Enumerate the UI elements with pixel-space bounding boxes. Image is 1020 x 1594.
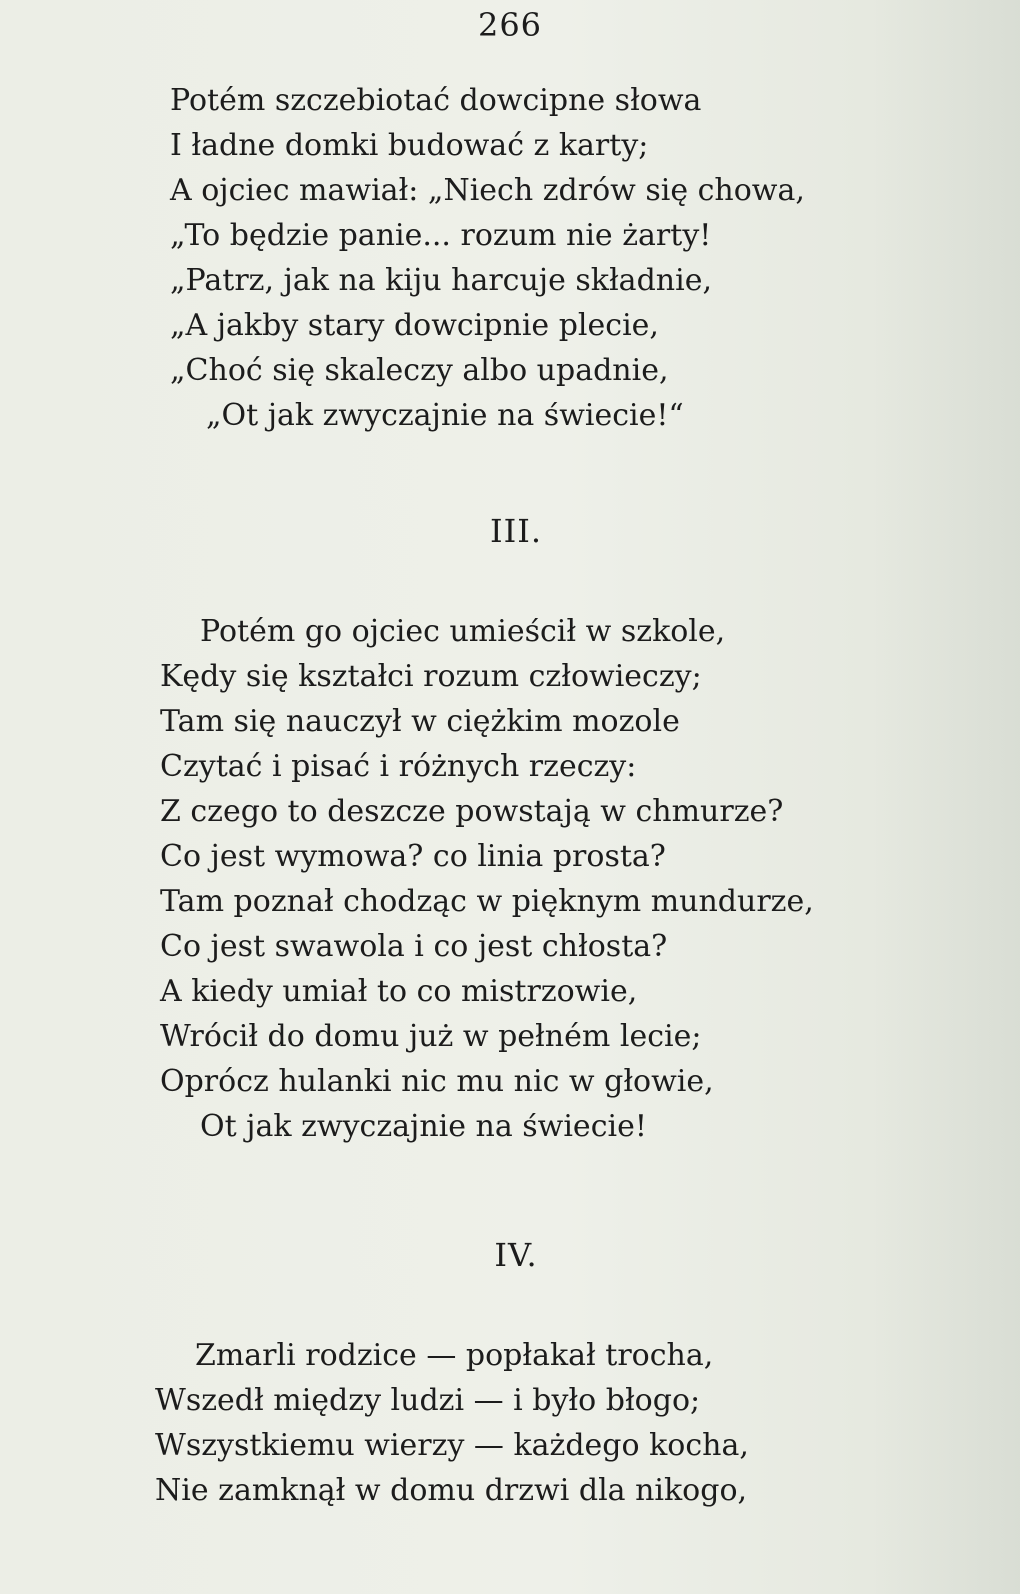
verse-line: Oprócz hulanki nic mu nic w głowie,: [160, 1064, 714, 1099]
verse-line: A kiedy umiał to co mistrzowie,: [160, 974, 638, 1009]
verse-line: Z czego to deszcze powstają w chmurze?: [160, 794, 784, 829]
verse-line: „Ot jak zwyczajnie na świecie!“: [206, 398, 684, 433]
page-edge-shadow: [870, 0, 1020, 1594]
verse-line: Wszedł między ludzi — i było błogo;: [155, 1383, 701, 1418]
verse-line: „Patrz, jak na kiju harcuje składnie,: [170, 263, 712, 298]
section-heading-iv: IV.: [494, 1236, 538, 1274]
verse-line: Nie zamknął w domu drzwi dla nikogo,: [155, 1473, 748, 1508]
verse-line: I ładne domki budować z karty;: [170, 128, 649, 163]
stanza-2: [160, 609, 814, 1149]
verse-line: Co jest wymowa? co linia prosta?: [160, 839, 666, 874]
page-number: 266: [477, 6, 543, 44]
stanza-3: [155, 1333, 749, 1513]
verse-line: A ojciec mawiał: „Niech zdrów się chowa,: [170, 173, 805, 208]
verse-line: Czytać i pisać i różnych rzeczy:: [160, 749, 637, 784]
stanza-1: [170, 78, 805, 438]
verse-line: Wszystkiemu wierzy — każdego kocha,: [155, 1428, 749, 1463]
verse-line: Ot jak zwyczajnie na świecie!: [200, 1109, 647, 1144]
verse-line: Kędy się kształci rozum człowieczy;: [160, 659, 702, 694]
verse-line: Co jest swawola i co jest chłosta?: [160, 929, 668, 964]
verse-line: Wrócił do domu już w pełném lecie;: [160, 1019, 702, 1054]
verse-line: Tam się nauczył w ciężkim mozole: [160, 704, 680, 739]
verse-line: „To będzie panie... rozum nie żarty!: [170, 218, 712, 253]
verse-line: Potém szczebiotać dowcipne słowa: [170, 83, 702, 118]
verse-line: Potém go ojciec umieścił w szkole,: [200, 614, 726, 649]
verse-line: „Choć się skaleczy albo upadnie,: [170, 353, 669, 388]
section-heading-iii: III.: [489, 512, 543, 550]
verse-line: Tam poznał chodząc w pięknym mundurze,: [160, 884, 814, 919]
verse-line: Zmarli rodzice — popłakał trocha,: [195, 1338, 714, 1373]
verse-line: „A jakby stary dowcipnie plecie,: [170, 308, 659, 343]
